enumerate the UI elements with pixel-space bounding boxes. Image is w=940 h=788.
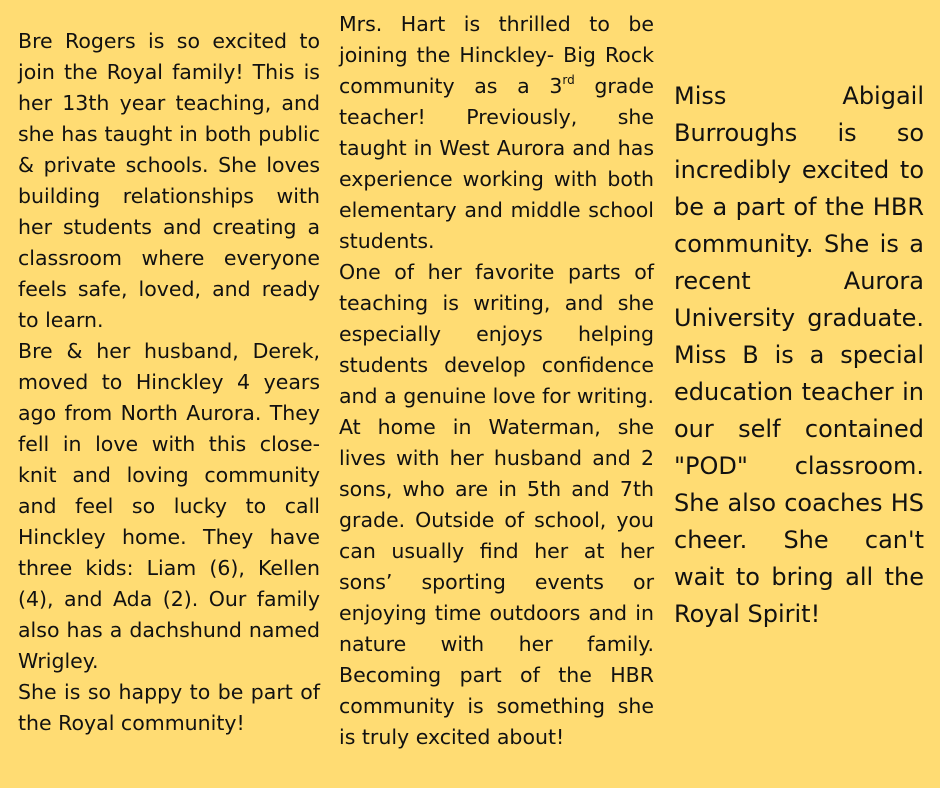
bio-text: Mrs. Hart is thrilled to be joining the Hinckley- Big Rock community as a 3 <box>339 12 654 98</box>
bio-paragraph: She is so happy to be part of the Royal community! <box>18 680 320 735</box>
ordinal-suffix: rd <box>562 73 575 87</box>
bio-paragraph <box>339 9 654 257</box>
bio-paragraph: Bre & her husband, Derek, moved to Hinckley 4 years ago from North Aurora. They fell in love with this close-knit and loving community and feel so lucky to call Hinckley home. They have three kids: Liam (6), Kellen (4), and Ada (2). Our family also has a dachshund named Wrigley. <box>18 339 320 673</box>
bio-column-bre-rogers <box>18 26 320 739</box>
bio-column-abigail-burroughs <box>674 78 924 633</box>
bio-paragraph: One of her favorite parts of teaching is writing, and she especially enjoys helping students develop confidence and a genuine love for writing. At home in Waterman, she lives with her husband and 2 sons, who are in 5th and 7th grade. Outside of school, you can usually find her at her sons’ sporting events or enjoying time outdoors and in nature with her family. Becoming part of the HBR community is something she is truly excited about! <box>339 260 654 749</box>
bio-column-mrs-hart <box>339 9 654 753</box>
bio-paragraph: Miss Abigail Burroughs is so incredibly excited to be a part of the HBR community. She is a recent Aurora University graduate. Miss B is a special education teacher in our self contained "POD" classroom. She also coaches HS cheer. She can't wait to bring all the Royal Spirit! <box>674 82 924 628</box>
bio-text: grade teacher! Previously, she taught in West Aurora and has experience working with both elementary and middle school students. <box>339 74 654 253</box>
bio-paragraph: Bre Rogers is so excited to join the Royal family! This is her 13th year teaching, and she has taught in both public & private schools. She loves building relationships with her students and creating a classroom where everyone feels safe, loved, and ready to learn. <box>18 29 320 332</box>
